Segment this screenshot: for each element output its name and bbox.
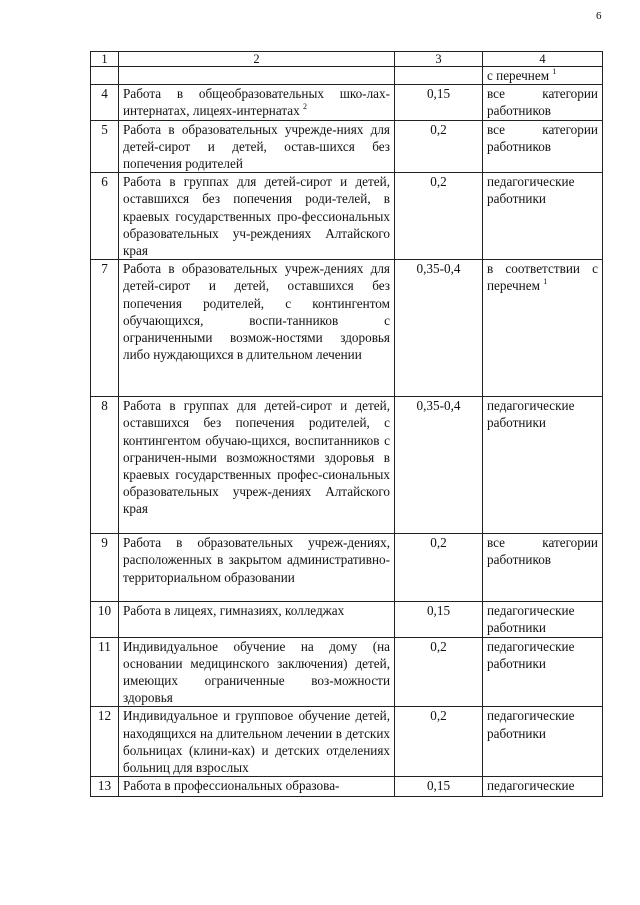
row-coefficient: 0,2 (395, 120, 483, 173)
row-number: 11 (91, 637, 119, 707)
table-header-row (91, 52, 603, 67)
header-col-4: 4 (483, 52, 603, 67)
row-description (119, 777, 395, 797)
header-col-2: 2 (119, 52, 395, 67)
table-row (91, 602, 603, 637)
category-text: педагогические работники (487, 603, 575, 636)
row-coefficient: 0,2 (395, 707, 483, 777)
row-coefficient: 0,15 (395, 602, 483, 637)
row-coefficient: 0,35-0,4 (395, 260, 483, 397)
table-row (91, 534, 603, 602)
row-description (119, 173, 395, 260)
footnote-mark: 1 (552, 67, 557, 76)
row-number: 5 (91, 120, 119, 173)
category-text: педагогические работники (487, 708, 575, 741)
table-row (91, 637, 603, 707)
description-text: Работа в профессиональных образова- (123, 778, 340, 794)
row-category (483, 777, 603, 797)
category-text: педагогические работники (487, 174, 575, 207)
row-description (119, 260, 395, 397)
table-row (91, 120, 603, 173)
row-number: 9 (91, 534, 119, 602)
row-coefficient: 0,35-0,4 (395, 397, 483, 534)
row-category (483, 85, 603, 120)
header-col-3: 3 (395, 52, 483, 67)
allowance-table (90, 51, 603, 797)
category-text: педагогические работники (487, 638, 575, 671)
category-text: с перечнем (487, 68, 550, 83)
row-category (483, 173, 603, 260)
table-row (91, 85, 603, 120)
row-coefficient: 0,2 (395, 173, 483, 260)
row-number: 6 (91, 173, 119, 260)
row-description (119, 534, 395, 602)
footnote-mark: 2 (303, 102, 308, 112)
header-col-1: 1 (91, 52, 119, 67)
row-description (119, 85, 395, 120)
category-text: в соответствии с перечнем (487, 261, 598, 294)
description-text: Работа в образовательных учреж-дениях для детей-сирот и детей, оставшихся без попечения родителей, с контингентом обучающихся, воспи-танников с ограниченными возмож-ностями здоровья либо нуждающихся в длительном лечении (123, 261, 390, 363)
row-coefficient: 0,15 (395, 85, 483, 120)
row-coefficient: 0,2 (395, 637, 483, 707)
category-text: все категории работников (487, 86, 598, 119)
row-number: 12 (91, 707, 119, 777)
table-row (91, 707, 603, 777)
row-category (483, 397, 603, 534)
row-category (483, 67, 603, 85)
row-coefficient: 0,15 (395, 777, 483, 797)
row-category (483, 260, 603, 397)
row-description (119, 637, 395, 707)
table-row (91, 260, 603, 397)
description-text: Работа в общеобразовательных шко-лах-интернатах, лицеях-интернатах (123, 86, 390, 119)
row-description (119, 397, 395, 534)
row-number: 7 (91, 260, 119, 397)
category-text: педагогические работники (487, 398, 575, 431)
row-coefficient: 0,2 (395, 534, 483, 602)
row-category (483, 602, 603, 637)
table-row (91, 777, 603, 797)
table-row (91, 173, 603, 260)
row-description (119, 707, 395, 777)
description-text: Работа в образовательных учреж-дениях, расположенных в закрытом административно-территориальном образовании (123, 535, 390, 585)
description-text: Индивидуальное и групповое обучение детей, находящихся на длительном лечении в детских больницах (клини-ках) и детских отделениях больниц для взрослых (123, 708, 390, 776)
category-text: все категории работников (487, 121, 598, 154)
row-number: 4 (91, 85, 119, 120)
row-number: 8 (91, 397, 119, 534)
description-text: Работа в группах для детей-сирот и детей, оставшихся без попечения родителей, с контингентом обучаю-щихся, воспитанников с ограничен-ными возможностями здоровья в краевых государственных профес-сиональных образовательных учреж-дениях Алтайского края (123, 398, 390, 517)
category-text: все категории работников (487, 535, 598, 568)
row-coefficient (395, 67, 483, 85)
description-text: Работа в группах для детей-сирот и детей, оставшихся без попечения роди-телей, в краевых государственных про-фессиональных образовательных уч-реждениях Алтайского края (123, 174, 390, 259)
row-category (483, 534, 603, 602)
row-category (483, 120, 603, 173)
footnote-mark: 1 (543, 277, 548, 287)
row-description (119, 120, 395, 173)
row-category (483, 637, 603, 707)
table-row (91, 397, 603, 534)
row-category (483, 707, 603, 777)
row-description (119, 67, 395, 85)
row-number (91, 67, 119, 85)
continuation-row (91, 67, 603, 85)
row-number: 10 (91, 602, 119, 637)
description-text: Индивидуальное обучение на дому (на основании медицинского заключения) детей, имеющих ограниченные воз-можности здоровья (123, 638, 390, 706)
row-description (119, 602, 395, 637)
page-number: 6 (596, 10, 602, 22)
row-number: 13 (91, 777, 119, 797)
category-text: педагогические (487, 778, 575, 794)
description-text: Работа в лицеях, гимназиях, колледжах (123, 603, 345, 619)
description-text: Работа в образовательных учрежде-ниях для детей-сирот и детей, остав-шихся без попечения родителей (123, 121, 390, 172)
